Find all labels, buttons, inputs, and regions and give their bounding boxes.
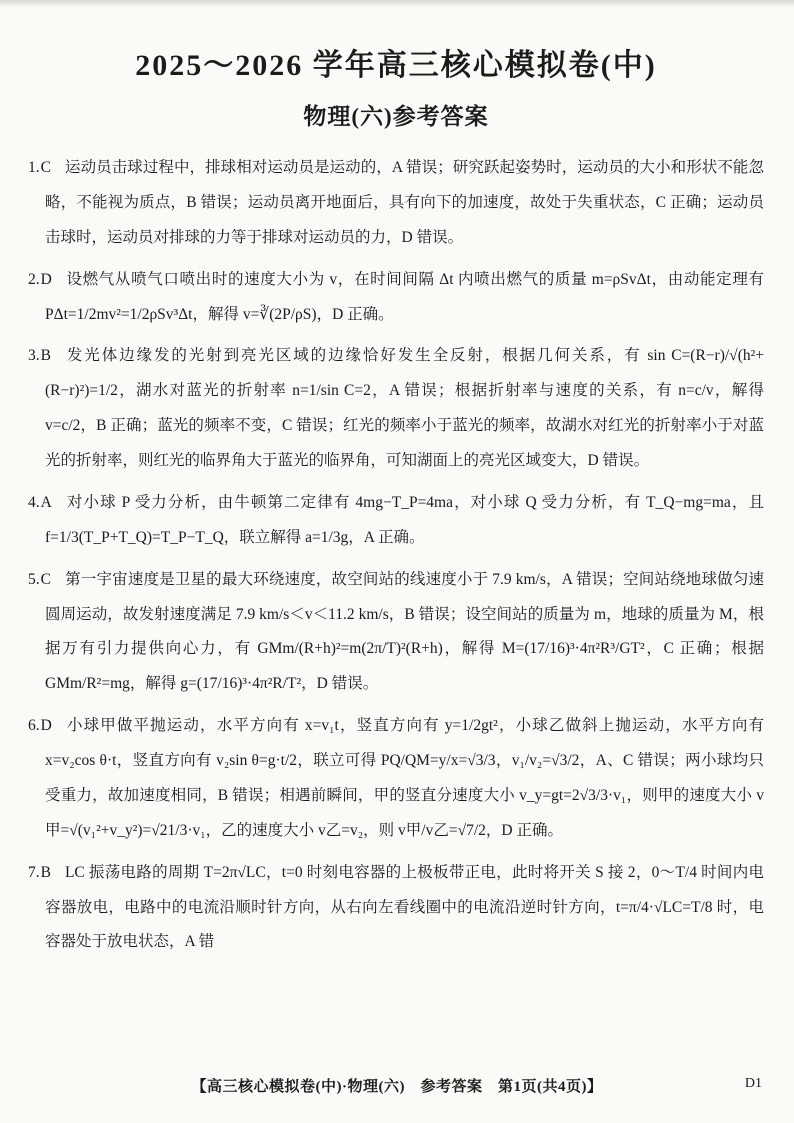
answer-text: 对小球 P 受力分析，由牛顿第二定律有 4mg−T_P=4ma，对小球 Q 受力分析，有 T_Q−mg=ma，且 f=1/3(T_P+T_Q)=T_P−T_Q，联立解得 a=1/3g，A 正确。 xyxy=(45,493,764,546)
answer-item-1 xyxy=(28,151,764,256)
answer-item-4 xyxy=(28,486,764,556)
answer-letter: B xyxy=(40,863,51,881)
answer-item-6 xyxy=(28,709,764,849)
answer-letter: D xyxy=(40,270,52,288)
footer-code: D1 xyxy=(744,1076,762,1091)
page-subtitle: 物理(六)参考答案 xyxy=(303,104,489,129)
answer-text: 发光体边缘发的光射到亮光区域的边缘恰好发生全反射，根据几何关系，有 sin C=(R−r)/√(h²+(R−r)²)=1/2，湖水对蓝光的折射率 n=1/sin C=2，A 错误；根据折射率与速度的关系，有 n=c/v，解得 v=c/2，B 正确；蓝光的频率不变，C 错误；红光的频率小于蓝光的频率，故湖水对红光的折射率小于对蓝光的折射率，则红光的临界角大于蓝光的临界角，可知湖面上的亮光区域变大，D 错误。 xyxy=(45,347,764,469)
page-footer xyxy=(0,1075,794,1099)
answer-number: 4. xyxy=(28,493,40,511)
scan-edge-artifact xyxy=(0,0,794,7)
answer-text: 第一宇宙速度是卫星的最大环绕速度，故空间站的线速度小于 7.9 km/s，A 错误；空间站绕地球做匀速圆周运动，故发射速度满足 7.9 km/s＜v＜11.2 km/s，B 错误；设空间站的质量为 m，地球的质量为 M，根据万有引力提供向心力，有 GMm/(R+h)²=m(2π/T)²(R+h)，解得 M=(17/16)³·4π²R³/GT²，C 正确；根据 GMm/R²=mg，解得 g=(17/16)³·4π²R/T²，D 错误。 xyxy=(45,570,764,693)
answer-number: 5. xyxy=(28,570,40,588)
answer-item-7 xyxy=(28,856,764,961)
answer-letter: A xyxy=(40,493,52,511)
answer-number: 2. xyxy=(28,270,40,288)
answer-letter: C xyxy=(40,570,51,588)
answer-letter: B xyxy=(40,347,51,365)
answer-text: 小球甲做平抛运动，水平方向有 x=v₁t，竖直方向有 y=1/2gt²，小球乙做斜上抛运动，水平方向有 x=v₂cos θ·t，竖直方向有 v₂sin θ=g·t/2，联立可得 PQ/QM=y/x=√3/3，v₁/v₂=√3/2，A、C 错误；两小球均只受重力，故加速度相同，B 错误；相遇前瞬间，甲的竖直分速度大小 v_y=gt=2√3/3·v₁，则甲的速度大小 v甲=√(v₁²+v_y²)=√21/3·v₁，乙的速度大小 v乙=v₂，则 v甲/v乙=√7/2，D 正确。 xyxy=(45,717,764,839)
footer-title: 【高三核心模拟卷(中)·物理(六) 参考答案 第1页(共4页)】 xyxy=(191,1079,603,1095)
answer-letter: D xyxy=(40,717,52,735)
answers-list xyxy=(28,151,764,960)
answer-text: 设燃气从喷气口喷出时的速度大小为 v，在时间间隔 Δt 内喷出燃气的质量 m=ρSvΔt，由动能定理有 PΔt=1/2mv²=1/2ρSv³Δt，解得 v=∛(2P/ρS)，D 正确。 xyxy=(45,270,764,323)
answer-text: 运动员击球过程中，排球相对运动员是运动的，A 错误；研究跃起姿势时，运动员的大小和形状不能忽略，不能视为质点，B 错误；运动员离开地面后，具有向下的加速度，故处于失重状态，C 正确；运动员击球时，运动员对排球的力等于排球对运动员的力，D 错误。 xyxy=(45,159,764,246)
page-title: 2025～2026 学年高三核心模拟卷(中) xyxy=(135,49,657,82)
answer-number: 1. xyxy=(28,159,40,176)
answer-number: 7. xyxy=(28,863,40,881)
answer-letter: C xyxy=(40,159,51,176)
answer-item-3 xyxy=(28,339,764,479)
answer-text: LC 振荡电路的周期 T=2π√LC，t=0 时刻电容器的上极板带正电，此时将开关 S 接 2，0～T/4 时间内电容器放电，电路中的电流沿顺时针方向，从右向左看线圈中的电流沿逆时针方向，t=π/4·√LC=T/8 时，电容器处于放电状态，A 错 xyxy=(45,863,764,951)
answer-number: 3. xyxy=(28,347,40,365)
answer-number: 6. xyxy=(28,717,40,735)
answer-item-5 xyxy=(28,563,764,703)
answer-item-2 xyxy=(28,263,764,333)
